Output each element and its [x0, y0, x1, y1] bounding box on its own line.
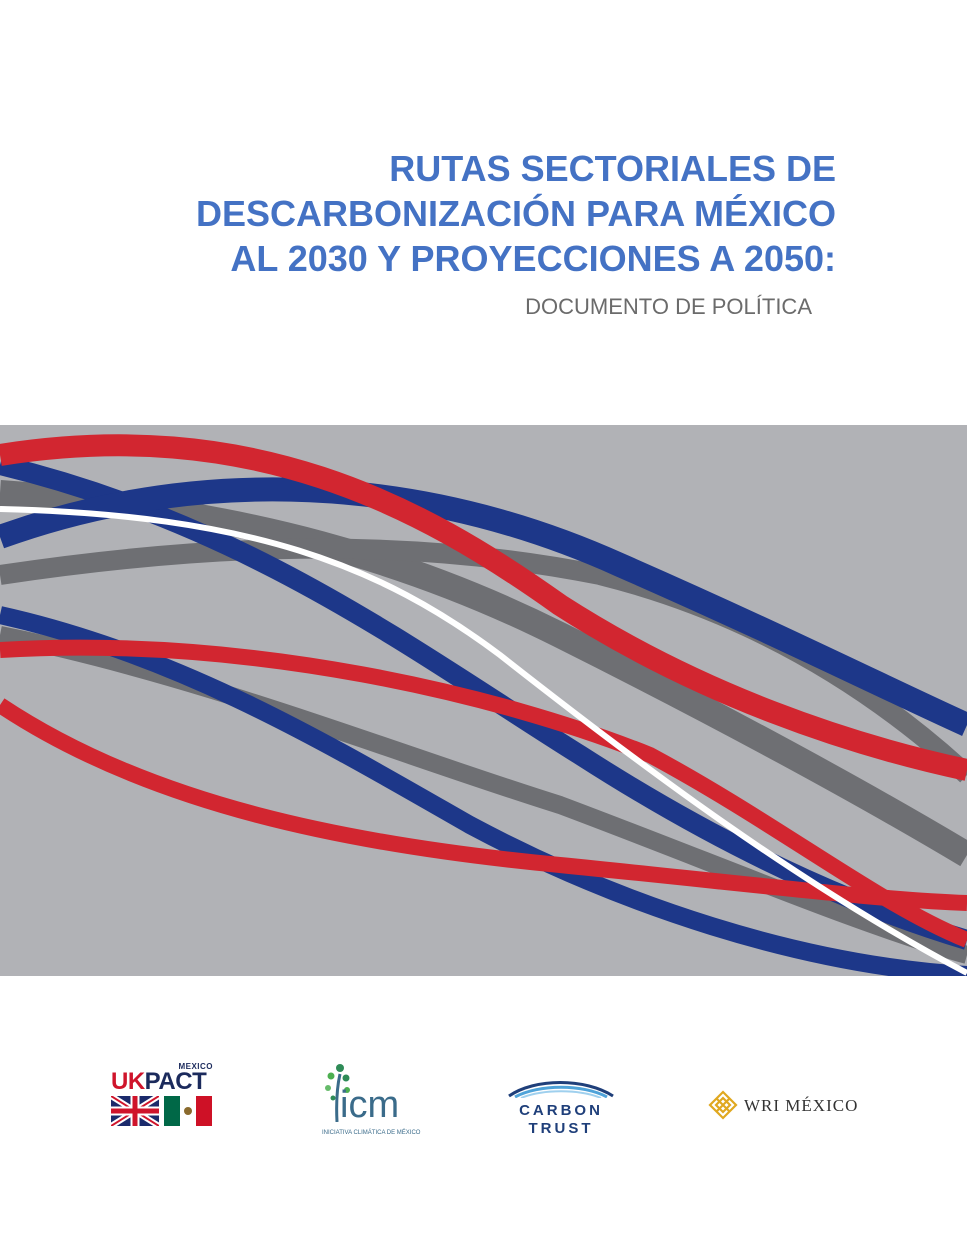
icm-wordmark: icm [340, 1084, 400, 1126]
knot-icon [708, 1090, 738, 1120]
trust-label: TRUST [528, 1120, 594, 1137]
document-title [196, 146, 836, 281]
uk-flag-icon [111, 1096, 159, 1126]
icm-caption: INICIATIVA CLIMÁTICA DE MÉXICO [322, 1130, 421, 1136]
uk-pact-wordmark [111, 1068, 206, 1096]
carbon-trust-logo [505, 1076, 617, 1142]
arc-icon [505, 1076, 617, 1098]
wri-mexico-logo [708, 1090, 859, 1122]
document-subtitle: DOCUMENTO DE POLÍTICA [525, 294, 812, 319]
uk-pact-mexico-label: MEXICO [178, 1062, 213, 1071]
carbon-label: CARBON [519, 1102, 603, 1119]
mexico-flag-icon [164, 1096, 212, 1126]
wri-wordmark: WRI MÉXICO [744, 1096, 859, 1115]
title-line-3: AL 2030 Y PROYECCIONES A 2050: [230, 238, 836, 279]
uk-label: UK [111, 1068, 145, 1095]
title-line-1: RUTAS SECTORIALES DE [389, 148, 836, 189]
pact-label: PACT [144, 1068, 207, 1095]
icm-logo [318, 1062, 421, 1142]
cover-ribbon-banner [0, 425, 967, 976]
title-line-2: DESCARBONIZACIÓN PARA MÉXICO [195, 193, 836, 234]
uk-pact-logo [111, 1062, 213, 1128]
